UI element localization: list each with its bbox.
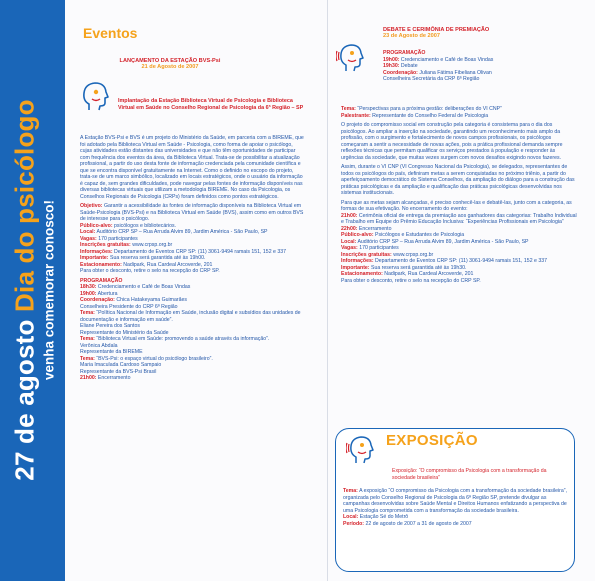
exposicao-body: Tema: A exposição “O compromisso da Psicologia com a transformação da sociedade brasileira”, organizada pelo Conselho Regional de Psicologia da 6ª Região SP, pretende divulgar as campanhas desenvolvidas sobre Saúde Mental e Direitos Humanos enfatizando a perspectiva de uma Psicologia comprometida com a transformação da sociedade brasileira. Local: Estação Sé do Metrô Período: 22 de agosto de 2007 a 31 de agosto de 2007 [343,488,567,527]
banner-date: 27 de agosto [9,319,40,481]
exposicao-title: EXPOSIÇÃO [386,432,478,449]
registration-link[interactable]: www.crpsp.org.br [393,251,434,258]
event-description: A Estação BVS-Psi e BVS é um projeto do Ministério da Saúde, em parceria com a BIREME, que foi adotado pela Biblioteca Virtual em Saúde - Psicologia, como forma de apoiar o psicólogo, cujas atividades estão distantes das universidades e que não têm oportunidades de participar com frequência dos eventos da área, da Biblioteca Virtual. Trata-se de possibilitar a atualização profissional, a partir do uso desta fonte de informação credenciada pela comunidade científica e que se encontra disponível gratuitamente na Internet. Como o definido no escopo do projeto, trata-se de um marco simbólico, localizado em locais estratégicos, onde o usuário da informação é capaz de, sem grandes dificuldades, pode navegar pelas fontes de informação disponíveis nas diversas bibliotecas virtuais que utilizam a metodologia BIREME. No caso da Psicologia, os Conselhos Regionais de Psicologia (CRPs) foram definidos como pontos estratégicos. [80,135,304,200]
section-title-eventos: Eventos [83,25,138,41]
left-programacao: PROGRAMAÇÃO 18h30: Credenciamento e Café de Boas Vindas 19h00: Abertura Coordenação: Chica Hatakeyama Guimarães Conselheira Presidente do CRP 6ª Região Tema: “Política Nacional de Informação em Saúde, inclusão digital e subsídios das unidades de documentação e informação em saúde”. Eliane Pereira dos Santos Representante do Ministério da Saúde Tema: “Biblioteca Virtual em Saúde: promovendo a saúde através da informação”. Verônica Abdala Representante da BIREME Tema: “BVS-Psi: o espaço virtual do psicólogo brasileiro”. Maria Imaculada Cardoso Sampaio Representante da BVS-Psi Brasil 21h00: Encerramento [80,277,301,381]
event-header-left [100,58,240,70]
objetivo-line: Objetivo: Garantir a acessibilidade às fontes de informação disponíveis na Biblioteca Virtual em Saúde-Psicologia (BVS-Psi) e na Biblioteca Virtual em Saúde (BVS), assim como em outros BVS de interesse para o psicólogo. Público-alvo: psicólogos e bibliotecários. Local: Auditório CRP SP – Rua Arruda Alvim 89, Jardim América - São Paulo, SP Vagas: 170 participantes Inscrições gratuitas: www.crpsp.org.br Informações: Departamento de Eventos CRP SP: (11) 3061-9494 ramais 151, 152 e 337 Importante: Sua reserva será garantida até às 19h00. Estacionamento: Nadipark, Rua Cardeal Arcoverde, 201 Para obter o desconto, retire o selo na recepção do CRP SP. [80,203,304,274]
event-intro: Implantação da Estação Biblioteca Virtual de Psicologia e Biblioteca Virtual em Saúde no Conselho Regional de Psicologia da 6ª Região – SP [118,98,304,111]
event-title: DEBATE E CERIMÔNIA DE PREMIAÇÃO [383,27,490,33]
right-programacao: PROGRAMAÇÃO 19h00: Credenciamento e Café de Boas Vindas 19h30: Debate Coordenação: Juliana Fátima Fibeliana Olivan Conselheira Secretária da CRP 6ª Região [383,50,494,82]
event-date: 23 de Agosto de 2007 [383,33,440,39]
right-body [341,106,577,287]
right-paragraph-2: Assim, durante o VI CNP (VI Congresso Nacional da Psicologia), se delegados, representantes de todos os psicólogos do país, definiram metas a serem conquistadas no próximo triênio, a partir do aperfeiçoamento democrático do Sistema Conselhos, da ampliação do diálogo para a construção das práticas psicológicas e da ampliação e qualificação das práticas psicológicas desenvolvidas nos sistemas institucionais. [341,164,575,196]
sidebar-banner [0,0,65,581]
speaking-head-icon [346,434,378,466]
left-body [80,135,306,385]
right-details: Para que as metas sejam alcançadas, é preciso conhecê-las e debatê-las, junto com a categoria, as formas de sua efetivação. No encerramento do evento: 21h00: Cerimônia oficial de entrega da premiação aos ganhadores das categorias: Trabalho Individual e Trabalho em Equipe do Prêmio Educação Inclusiva: “Experiências Profissionais em Psicologia” 22h00: Encerramento Público-alvo: Psicólogos e Estudantes de Psicologia Local: Auditório CRP SP – Rua Arruda Alvim 89, Jardim América - São Paulo, SP Vagas: 170 participantes Inscrições gratuitas: www.crpsp.org.br Informações: Departamento de Eventos CRP SP: (11) 3061-9494 ramais 151, 152 e 337 Importante: Sua reserva será garantida até às 19h30. Estacionamento: Nadipark, Rua Cardeal Arcoverde, 201 Para obter o desconto, retire o selo na recepção do CRP SP. [341,199,577,284]
event-header-right [383,27,558,39]
banner-day: Dia do psicólogo [9,99,40,312]
right-paragraph-1: O projeto do compromisso social em construção pela categoria é consistema para o dia dos psicólogos. Ao ampliar a inserção na sociedade, garantindo um reconhecimento mais amplo da profissão, com o surgimento e fortalecimento de novos campos profissionais, os psicólogos começaram a sentir a necessidade de novas ações, pois a prática profissional demanda sempre reflexões técnicas que permitam qualificar os serviços prestados à população e responder às urgências da sociedade, que muitas vezes surgem com novos desafios exigindo novos fazeres. [341,122,563,161]
banner-subtitle: venha comemorar conosco! [41,199,57,381]
exposicao-subtitle: Exposição: “O compromisso da Psicologia com a transformação da sociedade brasileira” [392,468,547,481]
head-profile-icon [80,80,114,114]
right-tema: Tema: “Perspectivas para a próxima gestão: deliberações do VI CNP” Palestrante: Representante do Conselho Federal de Psicologia [341,106,502,119]
speaking-head-icon [336,42,368,74]
registration-link[interactable]: www.crpsp.org.br [132,242,173,248]
event-title: LANÇAMENTO DA ESTAÇÃO BVS-Psi [119,58,221,64]
event-date: 21 de Agosto de 2007 [141,64,199,70]
page-fold-divider [327,0,328,581]
banner-title [10,99,41,480]
